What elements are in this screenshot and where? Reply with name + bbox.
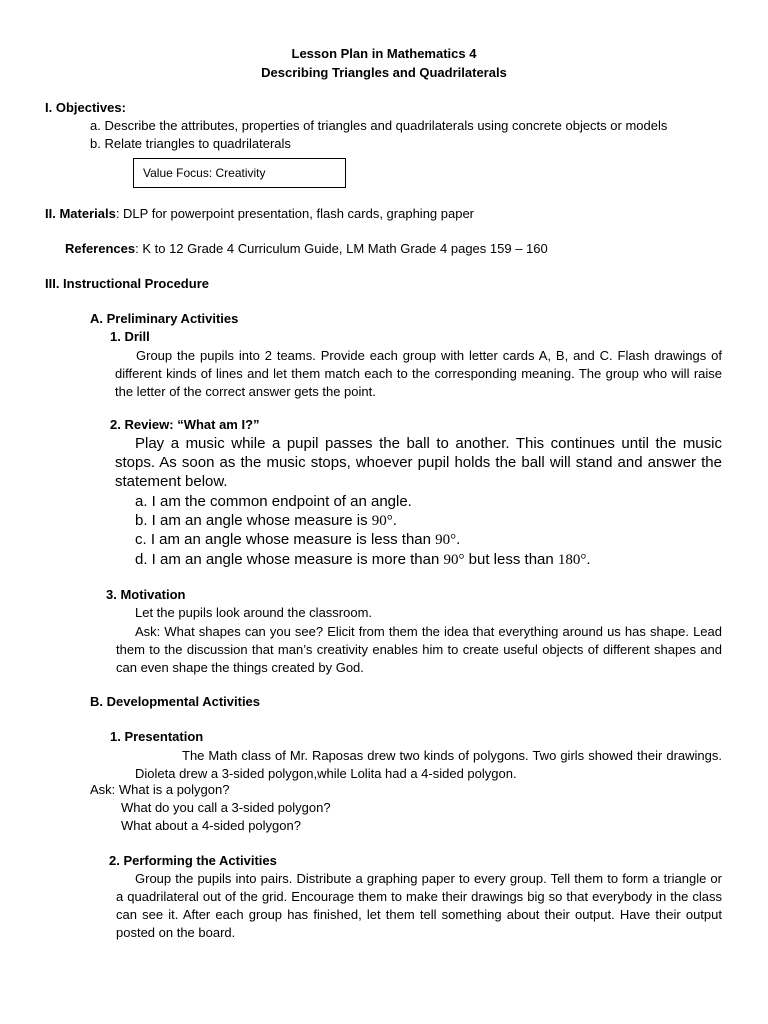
objective-a: a. Describe the attributes, properties of triangles and quadrilaterals using concrete objects or models — [90, 118, 668, 133]
review-item-a: a. I am the common endpoint of an angle. — [135, 493, 412, 510]
value-focus-box — [133, 158, 346, 188]
ask-3-sided: What do you call a 3-sided polygon? — [121, 800, 331, 815]
ask-polygon: Ask: What is a polygon? — [90, 782, 230, 797]
review-item-d: d. I am an angle whose measure is more than 90° but less than 180°. — [135, 551, 591, 568]
page-title: Lesson Plan in Mathematics 4 — [291, 46, 477, 61]
materials-text: : DLP for powerpoint presentation, flash cards, graphing paper — [115, 206, 475, 221]
math-90-degrees: 90° — [435, 532, 457, 548]
references-line — [65, 241, 548, 257]
materials-label: II. Materials — [45, 206, 116, 221]
math-90-degrees: 90° — [443, 552, 465, 568]
preliminary-heading: A. Preliminary Activities — [90, 311, 239, 326]
presentation-heading: 1. Presentation — [110, 729, 204, 744]
references-label: References — [65, 241, 136, 256]
drill-text: Group the pupils into 2 teams. Provide each group with letter cards A, B, and C. Flash drawings of different kinds of lines and let them match each to the corresponding meaning. The group who will raise the letter of the correct answer gets the point. — [115, 348, 722, 399]
review-text: Play a music while a pupil passes the ball to another. This continues until the music stops. As soon as the music stops, whoever pupil holds the ball will stand and answer the statement below. — [115, 435, 722, 490]
procedure-heading: III. Instructional Procedure — [45, 276, 209, 291]
math-90-degrees: 90° — [371, 513, 393, 529]
page-subtitle: Describing Triangles and Quadrilaterals — [261, 65, 507, 80]
review-heading: 2. Review: “What am I?” — [110, 417, 260, 432]
materials-line — [45, 206, 474, 222]
performing-text: Group the pupils into pairs. Distribute a graphing paper to every group. Tell them to form a triangle or a quadrilateral out of the grid. Encourage them to make their drawings big so that everybody in the class can see it. After each group has finished, let them tell something about their output. Have their output posted on the board. — [116, 871, 722, 940]
math-180-degrees: 180° — [557, 552, 587, 568]
review-item-b: b. I am an angle whose measure is 90°. — [135, 512, 397, 529]
ask-4-sided: What about a 4-sided polygon? — [121, 818, 301, 833]
motivation-heading: 3. Motivation — [106, 587, 186, 602]
presentation-text: The Math class of Mr. Raposas drew two kinds of polygons. Two girls showed their drawings. Dioleta drew a 3-sided polygon,while Lolita had a 4-sided polygon. — [135, 748, 722, 781]
review-item-c: c. I am an angle whose measure is less than 90°. — [135, 531, 461, 548]
references-text: : K to 12 Grade 4 Curriculum Guide, LM Math Grade 4 pages 159 – 160 — [135, 241, 548, 256]
objective-b: b. Relate triangles to quadrilaterals — [90, 136, 291, 151]
performing-heading: 2. Performing the Activities — [109, 853, 277, 868]
value-focus-label: Value Focus: — [143, 166, 213, 180]
developmental-heading: B. Developmental Activities — [90, 694, 261, 709]
motivation-line1: Let the pupils look around the classroom. — [135, 605, 373, 620]
motivation-text: Ask: What shapes can you see? Elicit from them the idea that everything around us has shape. Lead them to the discussion that man’s creativity enables him to create useful objects of different shapes and can even shape the things created by God. — [116, 624, 722, 675]
value-focus-value: Creativity — [215, 166, 266, 180]
objectives-heading: I. Objectives: — [45, 100, 126, 115]
drill-heading: 1. Drill — [110, 329, 150, 344]
